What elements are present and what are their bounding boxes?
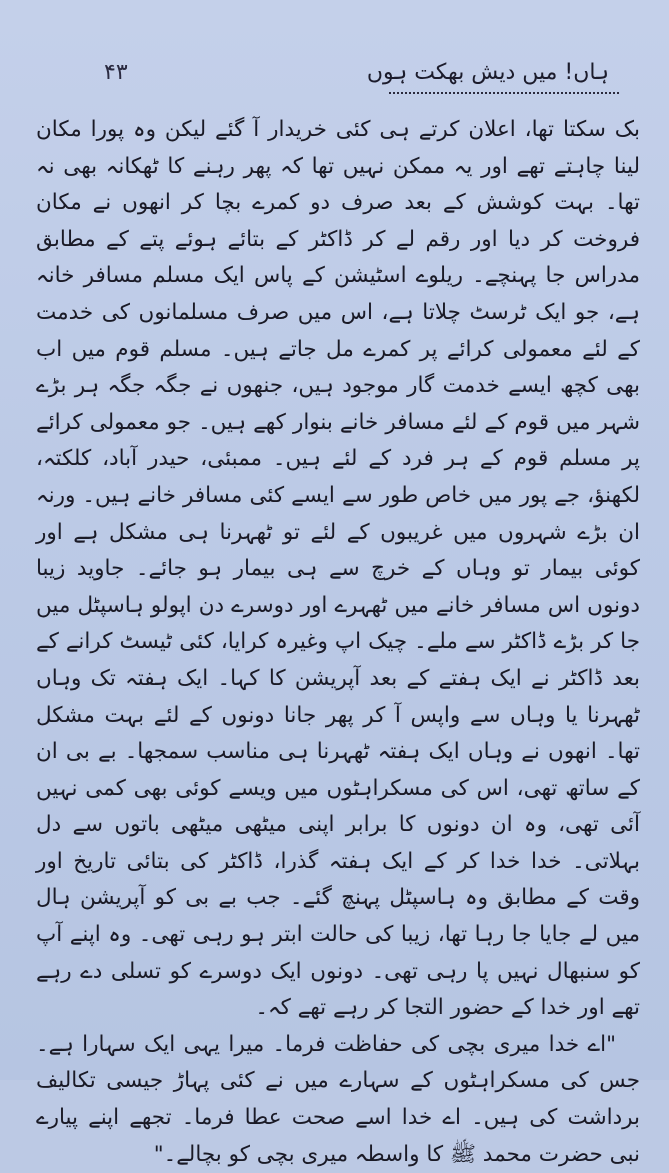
page-header [64, 58, 629, 94]
running-title: ہاں! میں دیش بھکت ہوں [366, 60, 609, 85]
header-dotted-rule [389, 92, 619, 94]
paragraph: بک سکتا تھا، اعلان کرتے ہی کئی خریدار آ گئے لیکن وہ پورا مکان لینا چاہتے تھے اور یہ ممکن نہیں تھا کہ پھر رہنے کا ٹھکانہ بھی نہ تھا۔ بہت کوشش کے بعد صرف دو کمرے بچا کر انھوں نے مکان فروخت کر دیا اور رقم لے کر ڈاکٹر کے بتائے ہوئے پتے کے مطابق مدراس جا پہنچے۔ ریلوے اسٹیشن کے پاس ایک مسلم مسافر خانہ ہے، جو ایک ٹرسٹ چلاتا ہے، اس میں صرف مسلمانوں کی خدمت کے لئے معمولی کرائے پر کمرے مل جاتے ہیں۔ مسلم قوم میں اب بھی کچھ ایسے خدمت گار موجود ہیں، جنھوں نے جگہ جگہ ہر بڑے شہر میں قوم کے لئے مسافر خانے بنوار کھے ہیں۔ جو معمولی کرائے پر مسلم قوم کے ہر فرد کے لئے ہیں۔ ممبئی، حیدر آباد، کلکتہ، لکھنؤ، جے پور میں خاص طور سے ایسے کئی مسافر خانے ہیں۔ ورنہ ان بڑے شہروں میں غریبوں کے لئے تو ٹھہرنا ہی مشکل ہے اور کوئی بیمار تو وہاں کے خرچ سے ہی بیمار ہو جائے۔ جاوید زیبا دونوں اس مسافر خانے میں ٹھہرے اور دوسرے دن اپولو ہاسپٹل میں جا کر بڑے ڈاکٹر سے ملے۔ چیک اپ وغیرہ کرایا، کئی ٹیسٹ کرانے کے بعد ڈاکٹر نے ایک ہفتے کے بعد آپریشن کا کہا۔ ایک ہفتہ تک وہاں ٹھہرنا یا وہاں سے واپس آ کر پھر جانا دونوں کے لئے بہت مشکل تھا۔ انھوں نے وہاں ایک ہفتہ ٹھہرنا ہی مناسب سمجھا۔ بے بی ان کے ساتھ تھی، اس کی مسکراہٹوں میں ویسے کوئی بھی کمی نہیں آئی تھی، وہ ان دونوں کا برابر اپنی میٹھی میٹھی باتوں سے دل بہلاتی۔ خدا خدا کر کے ایک ہفتہ گذرا، ڈاکٹر کی بتائی تاریخ اور وقت کے مطابق وہ ہاسپٹل پہنچ گئے۔ جب بے بی کو آپریشن ہال میں لے جایا جا رہا تھا، زیبا کی حالت ابتر ہو رہی تھی۔ وہ اپنے آپ کو سنبھال نہیں پا رہی تھی۔ دونوں ایک دوسرے کو تسلی دے رہے تھے اور خدا کے حضور التجا کر رہے تھے کہ۔ [36, 117, 640, 1021]
body-text [36, 112, 640, 1173]
prayer-paragraph: "اے خدا میری بچی کی حفاظت فرما۔ میرا یہی ایک سہارا ہے۔ جس کی مسکراہٹوں کے سہارے میں نے کئی پہاڑ جیسی تکالیف برداشت کی ہیں۔ اے خدا اسے صحت عطا فرما۔ تجھے اپنے پیارے نبی حضرت محمد ﷺ کا واسطہ میری بچی کو بچالے۔" [36, 1031, 640, 1167]
page-number: ۴۳ [104, 60, 128, 85]
